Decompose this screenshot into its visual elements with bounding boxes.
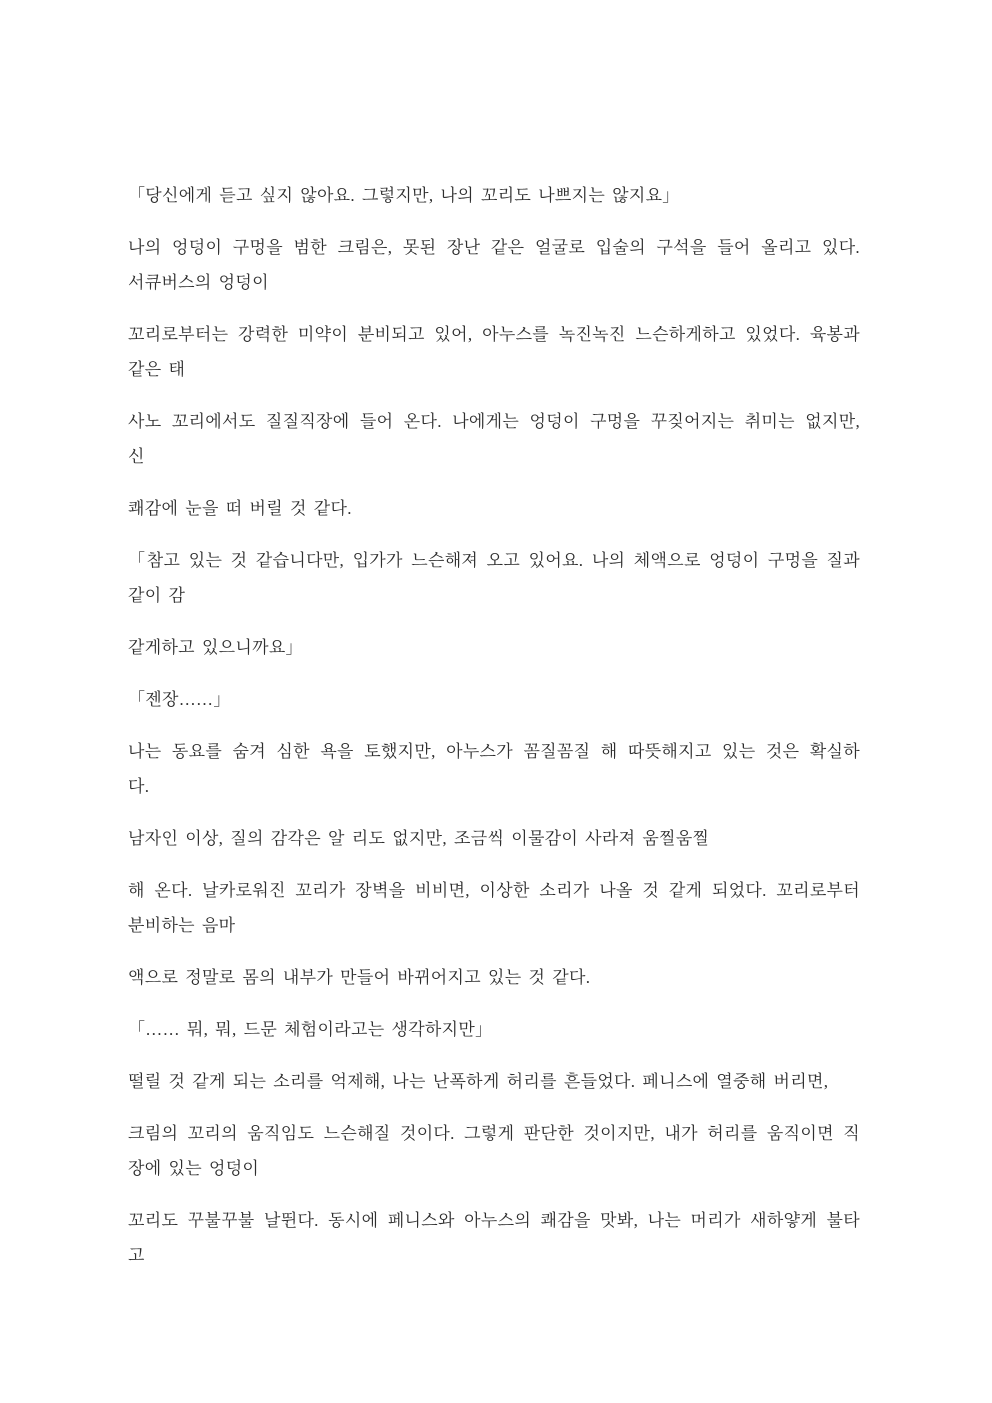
paragraph-line: 나는 동요를 숨겨 심한 욕을 토했지만, 아누스가 꼼질꼼질 해 따뜻해지고 있는 것은 확실하 [128,742,860,761]
paragraph-line: 장에 있는 엉덩이 [128,1159,260,1178]
paragraph [128,1116,860,1186]
paragraph [128,404,860,474]
paragraph-line: 신 [128,447,145,466]
paragraph-line: 같은 태 [128,360,186,379]
paragraph-line: 같게하고 있으니까요」 [128,638,303,657]
paragraph-line: 「참고 있는 것 같습니다만, 입가가 느슨해져 오고 있어요. 나의 체액으로 엉덩이 구멍을 질과 [128,551,860,570]
paragraph-line: 쾌감에 눈을 떠 버릴 것 같다. [128,499,352,518]
paragraph-line: 남자인 이상, 질의 감각은 알 리도 없지만, 조금씩 이물감이 사라져 움찔움찔 [128,829,710,848]
paragraph-line: 「당신에게 듣고 싶지 않아요. 그렇지만, 나의 꼬리도 나쁘지는 않지요」 [128,186,680,205]
paragraph-line: 나의 엉덩이 구멍을 범한 크림은, 못된 장난 같은 얼굴로 입술의 구석을 들어 올리고 있다. [128,238,860,257]
paragraph [128,682,860,717]
paragraph [128,1203,860,1273]
paragraph-line: 같이 감 [128,586,186,605]
paragraph-line: 해 온다. 날카로워진 꼬리가 장벽을 비비면, 이상한 소리가 나올 것 같게 되었다. 꼬리로부터 [128,881,860,900]
paragraph [128,1064,860,1099]
paragraph [128,491,860,526]
paragraph-line: 분비하는 음마 [128,916,236,935]
paragraph-line: 「…… 뭐, 뭐, 드문 체험이라고는 생각하지만」 [128,1020,493,1039]
paragraph-line: 꼬리도 꾸불꾸불 날뛴다. 동시에 페니스와 아누스의 쾌감을 맛봐, 나는 머리가 새하얗게 불타 [128,1211,860,1230]
paragraph [128,960,860,995]
paragraph-line: 다. [128,777,150,796]
paragraph [128,734,860,804]
paragraph [128,543,860,613]
paragraph-line: 꼬리로부터는 강력한 미약이 분비되고 있어, 아누스를 녹진녹진 느슨하게하고 있었다. 육봉과 [128,325,860,344]
paragraph [128,230,860,300]
paragraph-line: 서큐버스의 엉덩이 [128,273,269,292]
paragraph-line: 떨릴 것 같게 되는 소리를 억제해, 나는 난폭하게 허리를 흔들었다. 페니스에 열중해 버리면, [128,1072,829,1091]
paragraph [128,630,860,665]
paragraph-line: 「젠장……」 [128,690,231,709]
paragraph-line: 크림의 꼬리의 움직임도 느슨해질 것이다. 그렇게 판단한 것이지만, 내가 허리를 움직이면 직 [128,1124,860,1143]
paragraph-line: 사노 꼬리에서도 질질직장에 들어 온다. 나에게는 엉덩이 구멍을 꾸짖어지는 취미는 없지만, [128,412,860,431]
paragraph [128,1012,860,1047]
paragraph [128,178,860,213]
paragraph-line: 액으로 정말로 몸의 내부가 만들어 바뀌어지고 있는 것 같다. [128,968,591,987]
paragraph [128,873,860,943]
paragraph [128,317,860,387]
paragraph-line: 고 [128,1246,145,1265]
paragraph [128,821,860,856]
